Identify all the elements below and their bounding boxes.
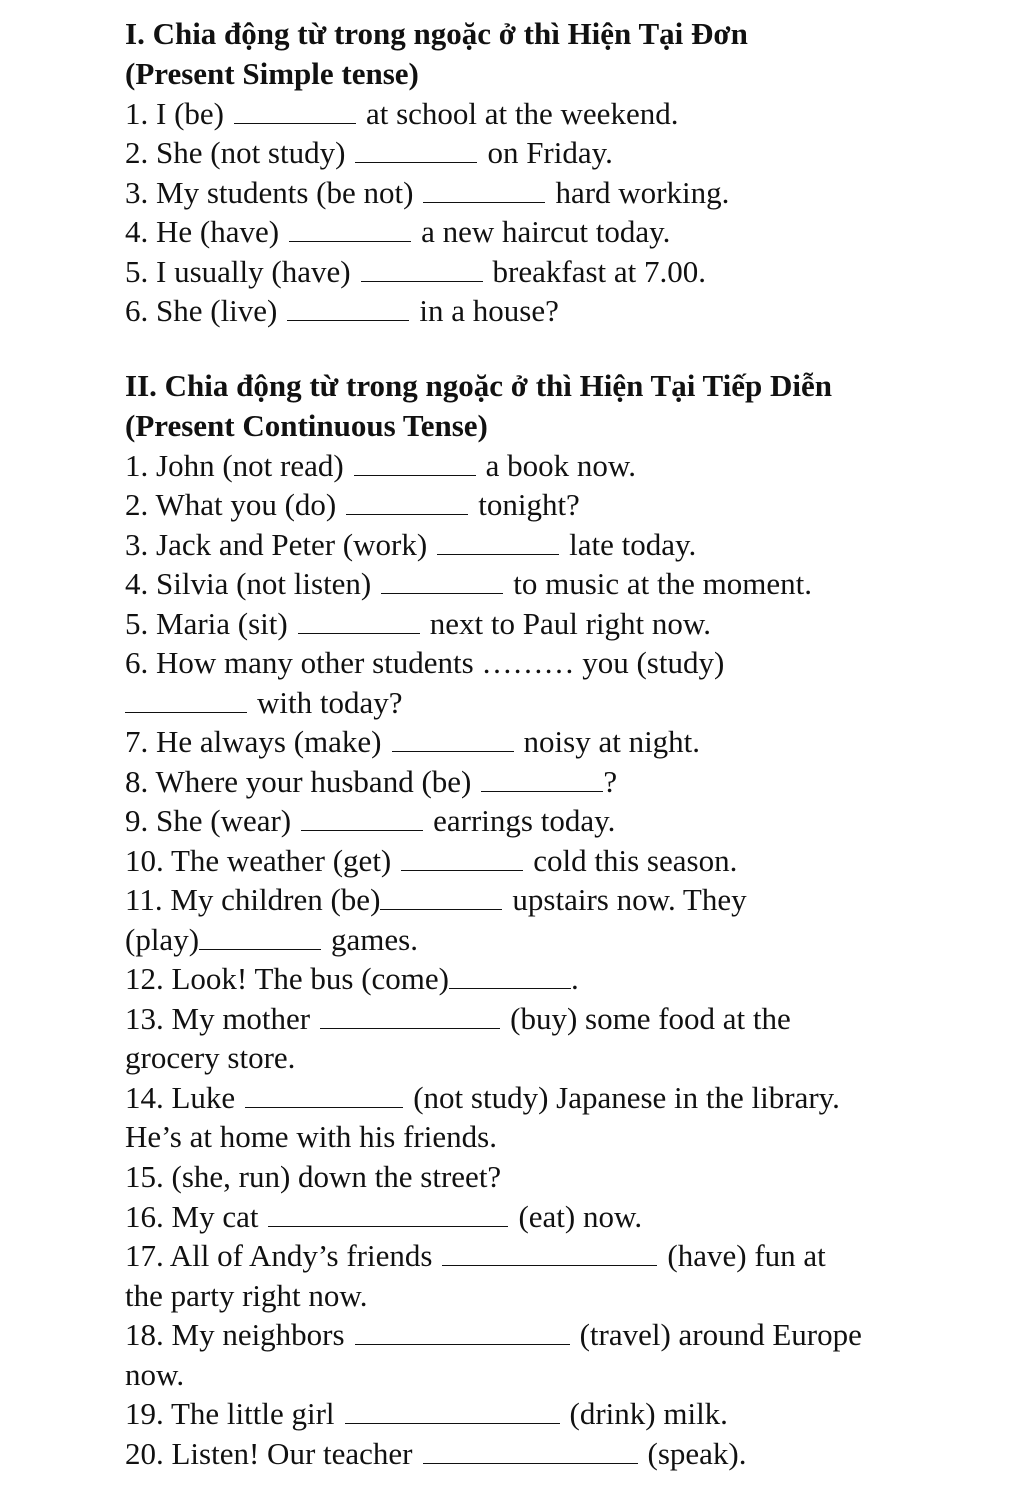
answer-blank[interactable] — [289, 219, 411, 242]
answer-blank[interactable] — [449, 966, 571, 989]
exercise-item: 7. He always (make) noisy at night. — [125, 724, 701, 759]
exercise-item: 9. She (wear) earrings today. — [125, 803, 616, 838]
answer-blank[interactable] — [392, 729, 514, 752]
exercise-item: 16. My cat (eat) now. — [125, 1199, 643, 1234]
answer-blank[interactable] — [199, 927, 321, 950]
exercise-item: 4. Silvia (not listen) to music at the moment. — [125, 566, 813, 601]
answer-blank[interactable] — [268, 1204, 508, 1227]
answer-blank[interactable] — [381, 571, 503, 594]
answer-blank[interactable] — [355, 140, 477, 163]
exercise-item: 15. (she, run) down the street? — [125, 1159, 502, 1194]
answer-blank[interactable] — [423, 1441, 638, 1464]
answer-blank[interactable] — [361, 259, 483, 282]
answer-blank[interactable] — [125, 690, 247, 713]
exercise-item: 13. My mother (buy) some food at the — [125, 1001, 791, 1036]
exercise-item: 6. She (live) in a house? — [125, 293, 559, 328]
exercise-item: 1. I (be) at school at the weekend. — [125, 96, 679, 131]
exercise-item: 10. The weather (get) cold this season. — [125, 843, 738, 878]
exercise-item: 2. What you (do) tonight? — [125, 487, 580, 522]
exercise-item: 8. Where your husband (be) ? — [125, 764, 618, 799]
exercise-item: 18. My neighbors (travel) around Europe — [125, 1317, 862, 1352]
exercise-item: 4. He (have) a new haircut today. — [125, 214, 671, 249]
answer-blank[interactable] — [298, 611, 420, 634]
exercise-item: 2. She (not study) on Friday. — [125, 135, 613, 170]
exercise-item: 19. The little girl (drink) milk. — [125, 1396, 728, 1431]
exercise-item-continued: now. — [125, 1357, 185, 1392]
exercise-item-continued: with today? — [125, 683, 985, 723]
exercise-item-continued: grocery store. — [125, 1040, 296, 1075]
answer-blank[interactable] — [380, 887, 502, 910]
exercise-item: 14. Luke (not study) Japanese in the library. — [125, 1080, 840, 1115]
answer-blank[interactable] — [234, 101, 356, 124]
answer-blank[interactable] — [423, 180, 545, 203]
exercise-item: 3. My students (be not) hard working. — [125, 175, 730, 210]
exercise-item: 20. Listen! Our teacher (speak). — [125, 1436, 747, 1471]
exercise-item: 12. Look! The bus (come) . — [125, 961, 579, 996]
answer-blank[interactable] — [301, 808, 423, 831]
exercise-item-continued: the party right now. — [125, 1278, 368, 1313]
answer-blank[interactable] — [287, 298, 409, 321]
exercise-item: 1. John (not read) a book now. — [125, 448, 637, 483]
exercise-item: 5. I usually (have) breakfast at 7.00. — [125, 254, 707, 289]
exercise-item-continued: He’s at home with his friends. — [125, 1119, 497, 1154]
exercise-item-continued: (play) games. — [125, 922, 418, 957]
answer-blank[interactable] — [401, 848, 523, 871]
exercise-item: 5. Maria (sit) next to Paul right now. — [125, 606, 711, 641]
answer-blank[interactable] — [437, 532, 559, 555]
answer-blank[interactable] — [245, 1085, 403, 1108]
section1-title: I. Chia động từ trong ngoặc ở thì Hiện Tại Đơn — [125, 16, 748, 51]
answer-blank[interactable] — [320, 1006, 500, 1029]
answer-blank[interactable] — [346, 492, 468, 515]
answer-blank[interactable] — [481, 769, 603, 792]
exercise-item: 17. All of Andy’s friends (have) fun at — [125, 1238, 826, 1273]
exercise-item: 11. My children (be) upstairs now. They — [125, 882, 747, 917]
answer-blank[interactable] — [345, 1401, 560, 1424]
section2-title: II. Chia động từ trong ngoặc ở thì Hiện Tại Tiếp Diễn — [125, 368, 833, 403]
answer-blank[interactable] — [354, 453, 476, 476]
answer-blank[interactable] — [442, 1243, 657, 1266]
exercise-item: 6. How many other students ……… you (study) — [125, 645, 725, 680]
section1-subtitle: (Present Simple tense) — [125, 56, 419, 91]
section2-subtitle: (Present Continuous Tense) — [125, 408, 488, 443]
exercise-item: 3. Jack and Peter (work) late today. — [125, 527, 697, 562]
answer-blank[interactable] — [355, 1322, 570, 1345]
